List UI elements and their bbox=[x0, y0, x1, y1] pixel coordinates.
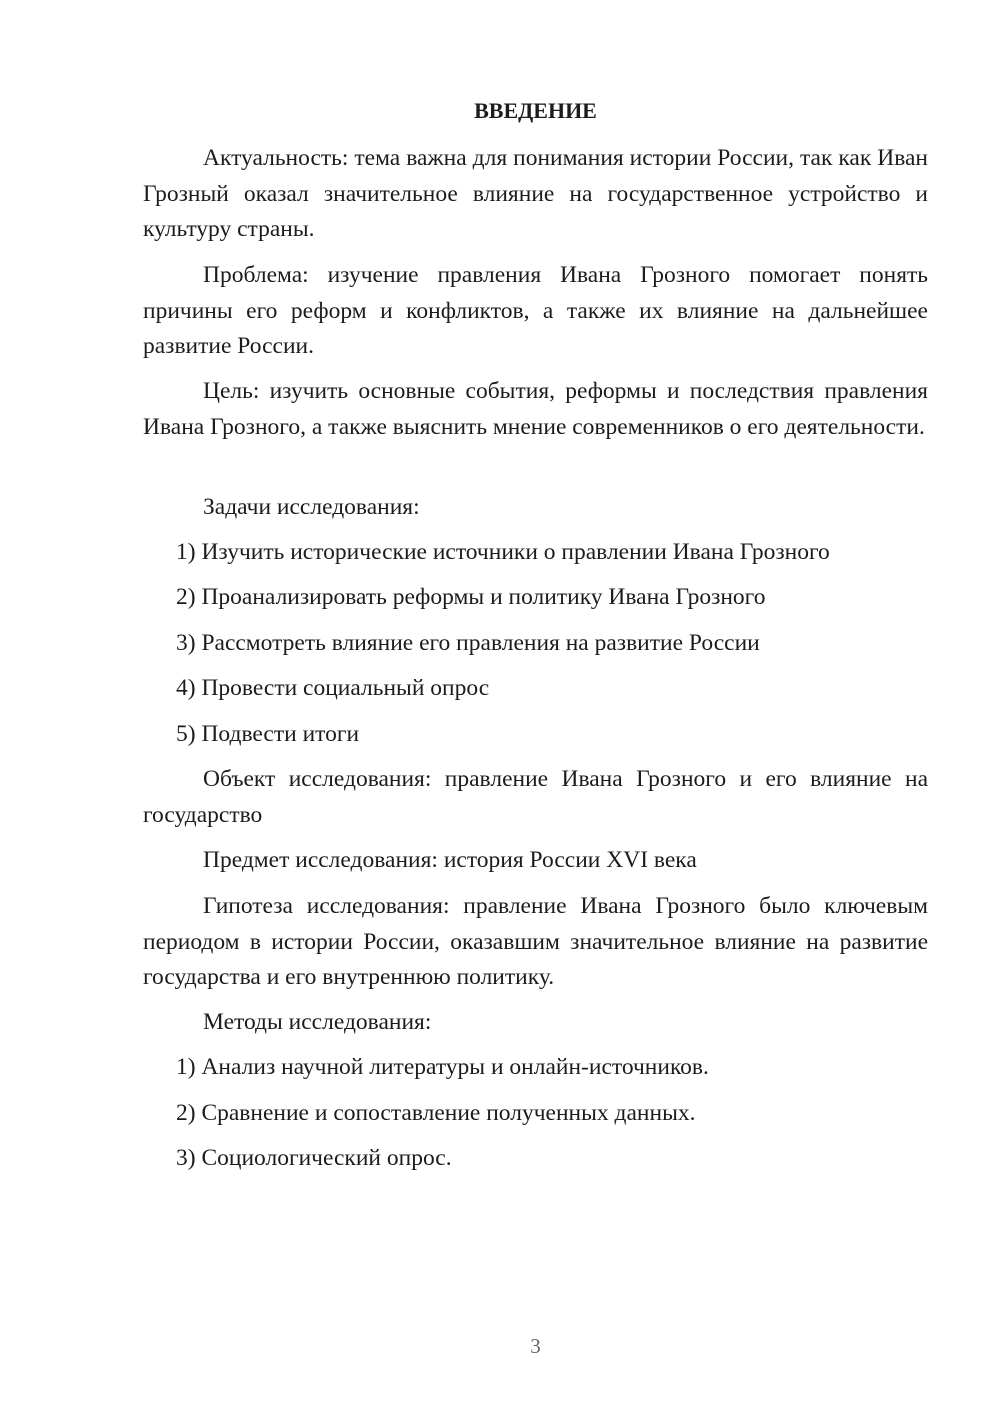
tasks-heading: Задачи исследования: bbox=[203, 494, 420, 520]
relevance-paragraph: Актуальность: тема важна для понимания истории России, так как Иван Грозный оказал значительное влияние на государственное устройство и культуру страны. bbox=[143, 145, 928, 242]
method-item: 2) Сравнение и сопоставление полученных данных. bbox=[176, 1100, 696, 1126]
task-item: 1) Изучить исторические источники о правлении Ивана Грозного bbox=[176, 539, 830, 565]
task-item: 2) Проанализировать реформы и политику Ивана Грозного bbox=[176, 584, 766, 610]
methods-heading: Методы исследования: bbox=[203, 1009, 432, 1035]
goal-paragraph: Цель: изучить основные события, реформы и последствия правления Ивана Грозного, а также выяснить мнение современников о его деятельности. bbox=[143, 378, 928, 440]
task-item: 4) Провести социальный опрос bbox=[176, 675, 490, 701]
task-item: 3) Рассмотреть влияние его правления на развитие России bbox=[176, 630, 760, 656]
page-number: 3 bbox=[530, 1334, 541, 1358]
method-item: 1) Анализ научной литературы и онлайн-источников. bbox=[176, 1054, 709, 1080]
document-page bbox=[143, 0, 928, 1414]
hypothesis-paragraph: Гипотеза исследования: правление Ивана Грозного было ключевым периодом в истории России, оказавшим значительное влияние на развитие государства и его внутреннюю политику. bbox=[143, 893, 928, 990]
task-item: 5) Подвести итоги bbox=[176, 721, 360, 747]
method-item: 3) Социологический опрос. bbox=[176, 1145, 452, 1171]
section-heading: ВВЕДЕНИЕ bbox=[474, 98, 597, 123]
subject-paragraph: Предмет исследования: история России XVI века bbox=[203, 847, 697, 873]
object-paragraph: Объект исследования: правление Ивана Грозного и его влияние на государство bbox=[143, 766, 928, 828]
problem-paragraph: Проблема: изучение правления Ивана Грозного помогает понять причины его реформ и конфликтов, а также их влияние на дальнейшее развитие России. bbox=[143, 262, 928, 359]
